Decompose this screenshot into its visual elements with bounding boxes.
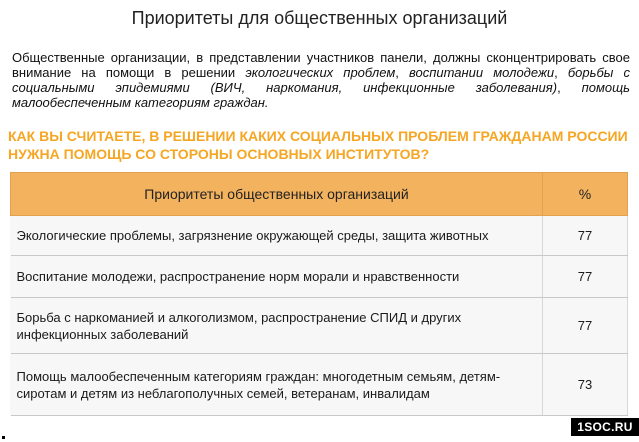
priorities-table (10, 172, 628, 416)
row-label: Помощь малообеспеченным категориям граждан: многодетным семьям, детям-сиротам и детям из неблагополучных семей, ветеранам, инвалидам (11, 354, 543, 416)
column-header-percent: % (543, 173, 628, 216)
row-value: 77 (543, 298, 628, 354)
row-label: Экологические проблемы, загрязнение окружающей среды, защита животных (11, 216, 543, 256)
intro-emphasis: помощь малообеспеченным категориям граждан. (12, 80, 631, 110)
intro-text: , (557, 80, 582, 95)
table-row (11, 298, 628, 354)
intro-text: , (395, 65, 409, 80)
corner-dot (2, 436, 5, 439)
column-header-priorities: Приоритеты общественных организаций (11, 173, 543, 216)
row-value: 77 (543, 216, 628, 256)
intro-text: Общественные организации, в представлении участников панели, должны сконцентрировать свое внимание на помощи в решении (12, 50, 630, 80)
row-value: 73 (543, 354, 628, 416)
intro-emphasis: воспитании молодежи (409, 65, 555, 80)
intro-emphasis: борьбы с социальными эпидемиями (ВИЧ, наркомания, инфекционные заболевания) (12, 65, 630, 95)
table-row (11, 256, 628, 298)
row-value: 77 (543, 256, 628, 298)
table-row (11, 216, 628, 256)
site-badge: 1SOC.RU (571, 418, 639, 436)
survey-question: КАК ВЫ СЧИТАЕТЕ, В РЕШЕНИИ КАКИХ СОЦИАЛЬНЫХ ПРОБЛЕМ ГРАЖДАНАМ РОССИИ НУЖНА ПОМОЩЬ СО СТОРОНЫ ОСНОВНЫХ ИНСТИТУТОВ? (8, 128, 628, 162)
intro-paragraph (12, 50, 630, 110)
row-label: Воспитание молодежи, распространение норм морали и нравственности (11, 256, 543, 298)
row-label: Борьба с наркоманией и алкоголизмом, распространение СПИД и других инфекционных заболеваний (11, 298, 543, 354)
table-header-row (11, 173, 628, 216)
intro-text: , (554, 65, 568, 80)
page-title: Приоритеты для общественных организаций (131, 8, 508, 28)
table-row (11, 354, 628, 416)
intro-emphasis: экологических проблем (245, 65, 396, 80)
